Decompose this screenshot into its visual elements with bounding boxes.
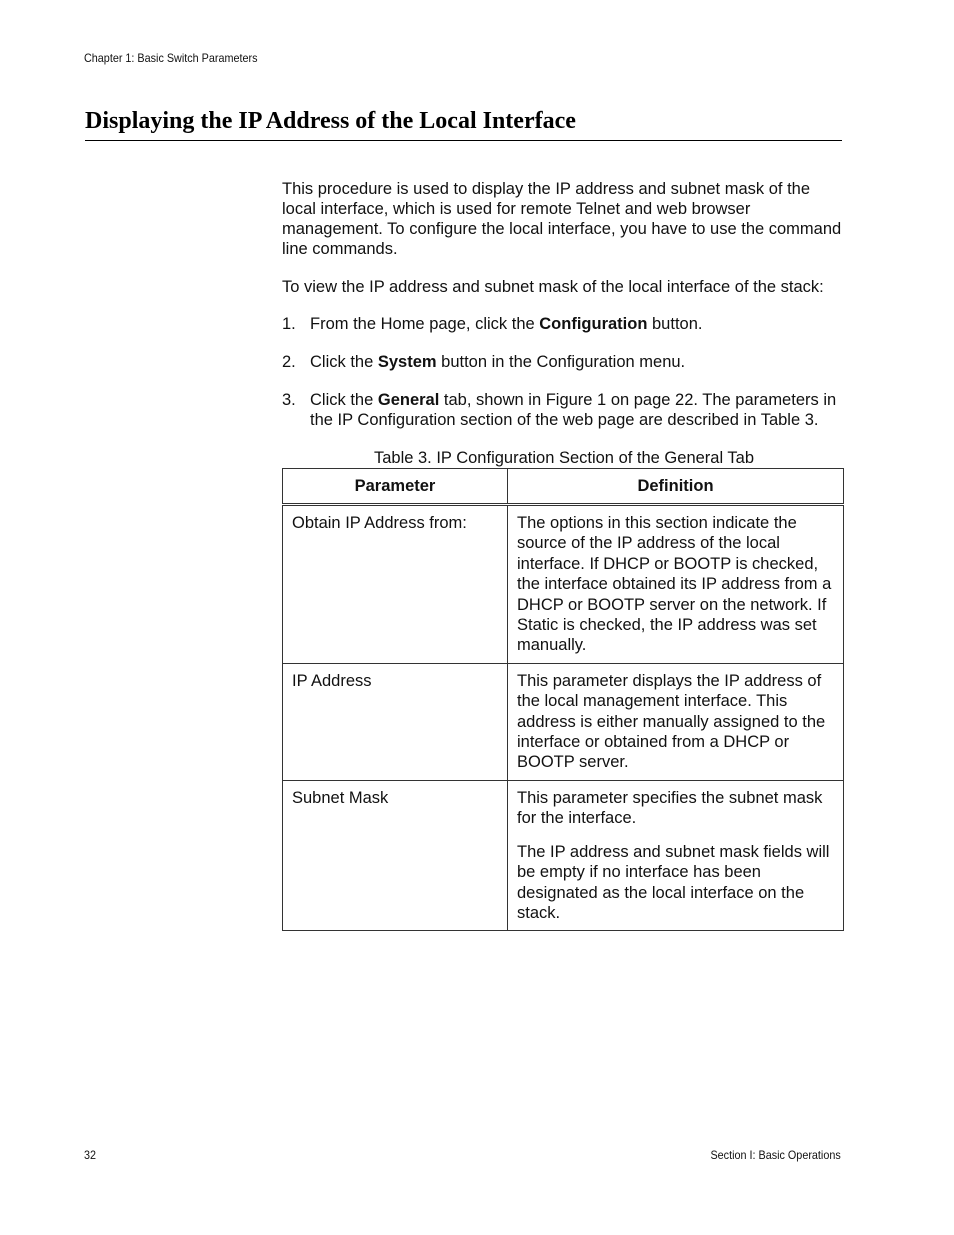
definition-cell <box>508 663 844 780</box>
lead-in-paragraph: To view the IP address and subnet mask of the local interface of the stack: <box>282 278 824 296</box>
running-header: Chapter 1: Basic Switch Parameters <box>84 51 258 65</box>
step-item <box>282 352 844 372</box>
step-text-before: Click the <box>310 391 378 409</box>
procedure-steps <box>282 314 844 430</box>
step-number: 3. <box>282 391 296 409</box>
section-title: Displaying the IP Address of the Local Interface <box>85 106 842 141</box>
step-bold-term: Configuration <box>539 315 648 333</box>
table-row <box>283 663 844 780</box>
table-row <box>283 780 844 930</box>
step-text-before: From the Home page, click the <box>310 315 540 333</box>
step-bold-term: System <box>377 353 437 371</box>
footer-section-name: Section I: Basic Operations <box>710 1148 841 1162</box>
column-header-definition: Definition <box>508 469 844 505</box>
ip-configuration-table <box>282 468 844 931</box>
intro-paragraph: This procedure is used to display the IP address and subnet mask of the local interface, which is used for remote Telnet and web browser management. To configure the local interface, you have to use the command line commands. <box>282 180 842 258</box>
table-header-row <box>283 469 844 505</box>
definition-cell <box>508 780 844 930</box>
table-row <box>283 505 844 664</box>
step-item <box>282 314 844 334</box>
definition-text: The options in this section indicate the source of the IP address of the local interface. If DHCP or BOOTP is checked, the interface obtained its IP address from a DHCP or BOOTP server on the network. If Static is checked, the IP address was set manually. <box>517 514 832 655</box>
step-text-after: button in the Configuration menu. <box>436 353 686 371</box>
body-content <box>282 179 844 931</box>
definition-note: The IP address and subnet mask fields will be empty if no interface has been designated as the local interface on the stack. <box>517 842 830 922</box>
step-item <box>282 390 844 430</box>
parameter-cell: IP Address <box>283 663 508 780</box>
step-text-after: button. <box>647 315 703 333</box>
parameter-cell: Obtain IP Address from: <box>283 505 508 664</box>
definition-cell <box>508 505 844 664</box>
table-caption: Table 3. IP Configuration Section of the General Tab <box>373 449 755 467</box>
column-header-parameter: Parameter <box>283 469 508 505</box>
page-number: 32 <box>84 1148 97 1162</box>
parameter-cell: Subnet Mask <box>283 780 508 930</box>
step-bold-term: General <box>377 391 440 409</box>
step-number: 1. <box>282 315 296 333</box>
step-text-before: Click the <box>310 353 378 371</box>
definition-text: This parameter displays the IP address of the local management interface. This address is either manually assigned to the interface or obtained from a DHCP or BOOTP server. <box>517 671 826 772</box>
definition-text: This parameter specifies the subnet mask for the interface. <box>517 788 823 828</box>
step-number: 2. <box>282 353 296 371</box>
step-text-after: tab, shown in Figure 1 on page 22. The parameters in the IP Configuration section of the web page are described in Table 3. <box>310 391 837 429</box>
